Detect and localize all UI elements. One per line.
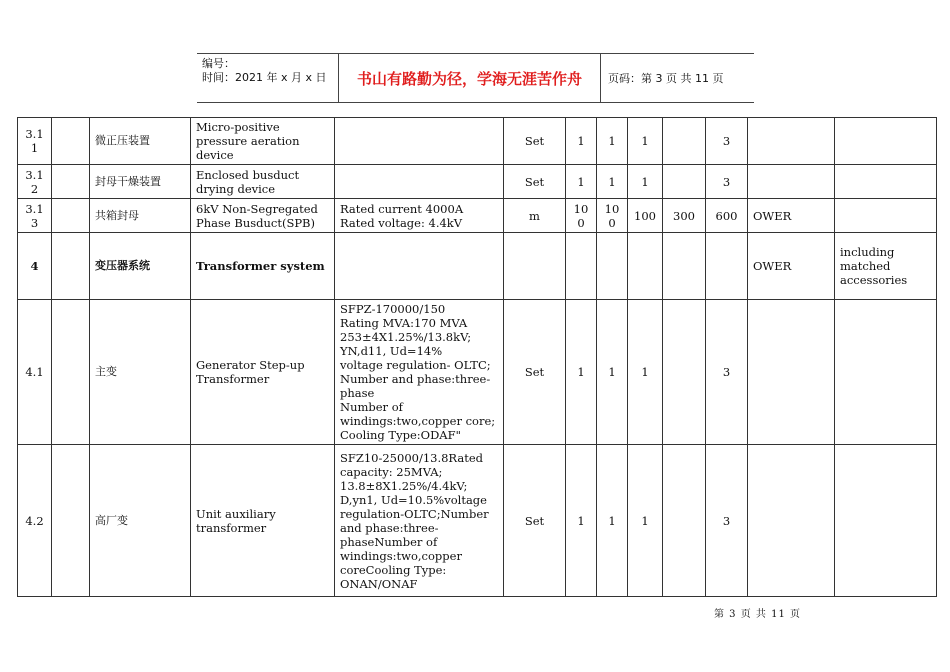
qty-4: 300 bbox=[663, 199, 706, 233]
item-unit: Set bbox=[504, 118, 566, 165]
blank-cell bbox=[52, 233, 90, 300]
item-number: 4.1 bbox=[18, 300, 52, 445]
table-row bbox=[18, 118, 937, 165]
qty-total: 3 bbox=[706, 300, 748, 445]
qty-total: 3 bbox=[706, 165, 748, 199]
item-remark bbox=[835, 300, 937, 445]
item-supplier: OWER bbox=[748, 199, 835, 233]
item-spec: SFPZ-170000/150 Rating MVA:170 MVA 253±4X1.25%/13.8kV; YN,d11, Ud=14% voltage regulation- OLTC; Number and phase:three-phase Number of windings:two,copper core; Cooling Type:ODAF" bbox=[335, 300, 504, 445]
item-name-en: Generator Step-up Transformer bbox=[191, 300, 335, 445]
qty-3: 1 bbox=[628, 300, 663, 445]
qty-4 bbox=[663, 118, 706, 165]
item-number: 3.1 1 bbox=[18, 118, 52, 165]
document-code-label: 编号： bbox=[202, 57, 235, 70]
qty-total: 3 bbox=[706, 118, 748, 165]
document-date: 时间：2021 年 x 月 x 日 bbox=[202, 71, 327, 84]
item-spec: Rated current 4000A Rated voltage: 4.4kV bbox=[335, 199, 504, 233]
item-unit: m bbox=[504, 199, 566, 233]
qty-3: 1 bbox=[628, 445, 663, 597]
table-body bbox=[18, 118, 937, 597]
item-name-cn: 变压器系统 bbox=[90, 233, 191, 300]
qty-4 bbox=[663, 300, 706, 445]
qty-3 bbox=[628, 233, 663, 300]
qty-4 bbox=[663, 233, 706, 300]
item-remark bbox=[835, 165, 937, 199]
qty-4 bbox=[663, 445, 706, 597]
header-meta bbox=[197, 54, 338, 102]
item-supplier bbox=[748, 165, 835, 199]
qty-4 bbox=[663, 165, 706, 199]
item-name-cn: 微正压装置 bbox=[90, 118, 191, 165]
item-number: 3.1 3 bbox=[18, 199, 52, 233]
qty-1: 1 bbox=[566, 300, 597, 445]
table-row bbox=[18, 300, 937, 445]
qty-1: 10 0 bbox=[566, 199, 597, 233]
item-name-cn: 共箱封母 bbox=[90, 199, 191, 233]
qty-3: 1 bbox=[628, 165, 663, 199]
item-supplier bbox=[748, 445, 835, 597]
qty-1: 1 bbox=[566, 118, 597, 165]
qty-2: 100 bbox=[597, 199, 628, 233]
item-supplier: OWER bbox=[748, 233, 835, 300]
qty-2: 1 bbox=[597, 118, 628, 165]
blank-cell bbox=[52, 118, 90, 165]
header-motto-cell bbox=[338, 54, 601, 102]
item-supplier bbox=[748, 300, 835, 445]
item-remark bbox=[835, 118, 937, 165]
page-footer: 第 3 页 共 11 页 bbox=[714, 609, 801, 620]
item-spec bbox=[335, 233, 504, 300]
qty-total bbox=[706, 233, 748, 300]
table-row bbox=[18, 165, 937, 199]
blank-cell bbox=[52, 199, 90, 233]
item-supplier bbox=[748, 118, 835, 165]
qty-3: 100 bbox=[628, 199, 663, 233]
qty-3: 1 bbox=[628, 118, 663, 165]
item-name-cn: 主变 bbox=[90, 300, 191, 445]
item-number: 4.2 bbox=[18, 445, 52, 597]
qty-1: 1 bbox=[566, 165, 597, 199]
blank-cell bbox=[52, 445, 90, 597]
table-row bbox=[18, 199, 937, 233]
item-unit bbox=[504, 233, 566, 300]
table-row bbox=[18, 233, 937, 300]
item-unit: Set bbox=[504, 165, 566, 199]
qty-1: 1 bbox=[566, 445, 597, 597]
qty-2: 1 bbox=[597, 445, 628, 597]
item-spec bbox=[335, 118, 504, 165]
item-name-en: Enclosed busduct drying device bbox=[191, 165, 335, 199]
qty-2 bbox=[597, 233, 628, 300]
equipment-table bbox=[17, 117, 937, 597]
item-name-en: 6kV Non-Segregated Phase Busduct(SPB) bbox=[191, 199, 335, 233]
item-name-cn: 高厂变 bbox=[90, 445, 191, 597]
page-header bbox=[197, 53, 754, 103]
blank-cell bbox=[52, 165, 90, 199]
item-name-cn: 封母干燥装置 bbox=[90, 165, 191, 199]
item-unit: Set bbox=[504, 300, 566, 445]
item-name-en: Transformer system bbox=[191, 233, 335, 300]
item-name-en: Unit auxiliary transformer bbox=[191, 445, 335, 597]
item-remark bbox=[835, 199, 937, 233]
qty-2: 1 bbox=[597, 300, 628, 445]
item-unit: Set bbox=[504, 445, 566, 597]
table-row bbox=[18, 445, 937, 597]
item-remark: including matched accessories bbox=[835, 233, 937, 300]
item-name-en: Micro-positive pressure aeration device bbox=[191, 118, 335, 165]
item-number: 4 bbox=[18, 233, 52, 300]
header-page-info: 页码：第 3 页 共 11 页 bbox=[608, 72, 724, 85]
header-motto: 书山有路勤为径，学海无涯苦作舟 bbox=[356, 69, 582, 88]
blank-cell bbox=[52, 300, 90, 445]
item-remark bbox=[835, 445, 937, 597]
qty-total: 600 bbox=[706, 199, 748, 233]
qty-2: 1 bbox=[597, 165, 628, 199]
qty-1 bbox=[566, 233, 597, 300]
qty-total: 3 bbox=[706, 445, 748, 597]
item-spec: SFZ10-25000/13.8Rated capacity: 25MVA; 13.8±8X1.25%/4.4kV; D,yn1, Ud=10.5%voltage regulation-OLTC;Number and phase:three-phaseNumber of windings:two,copper coreCooling Type: ONAN/ONAF bbox=[335, 445, 504, 597]
item-spec bbox=[335, 165, 504, 199]
item-number: 3.1 2 bbox=[18, 165, 52, 199]
